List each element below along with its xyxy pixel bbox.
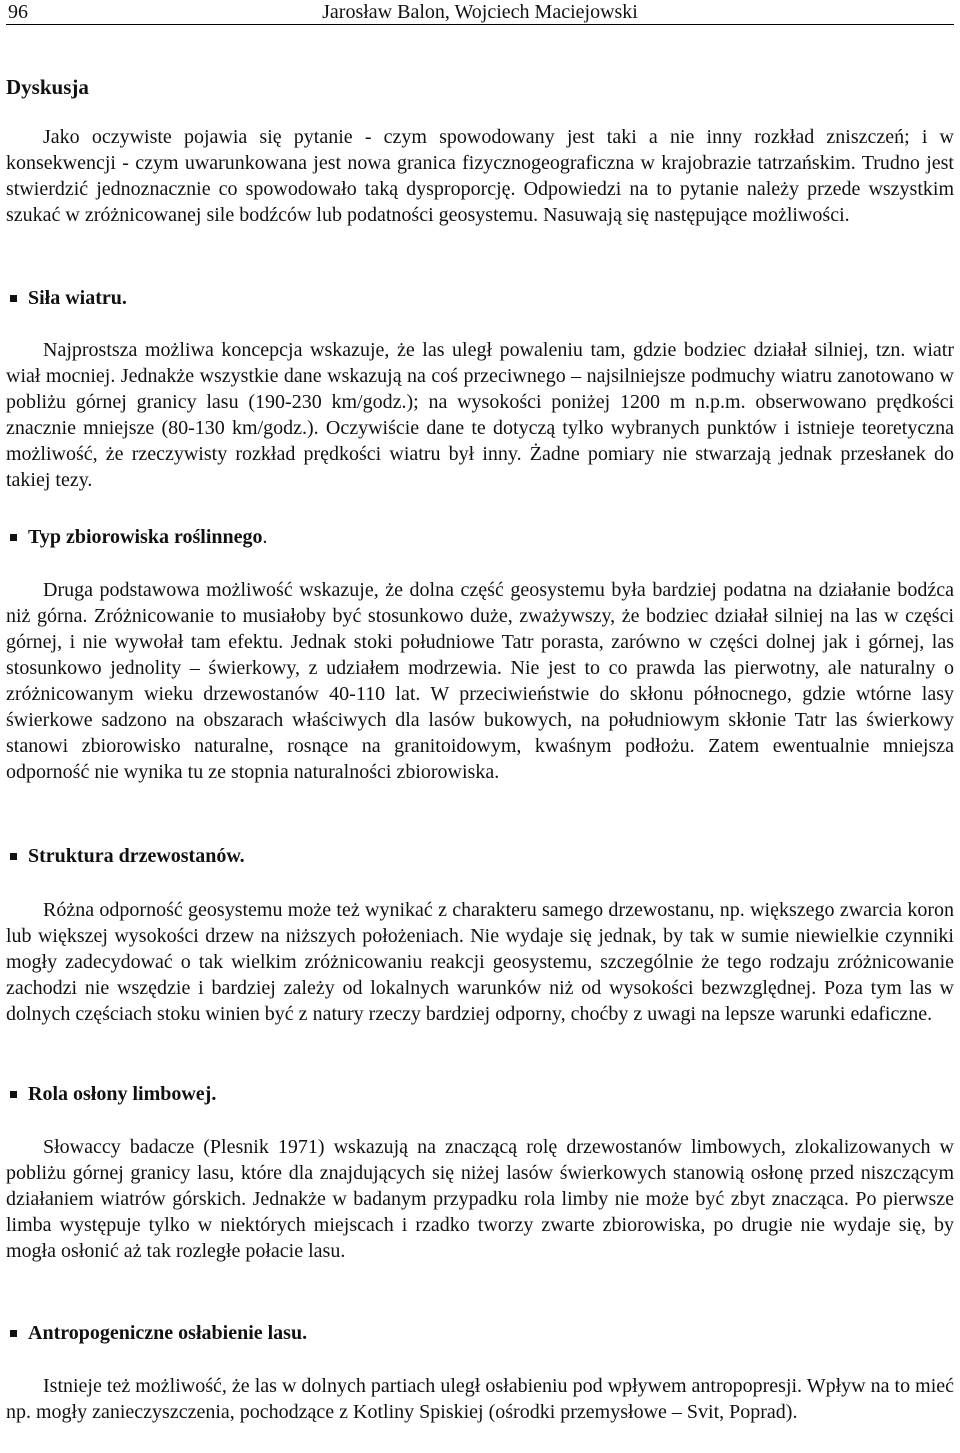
subsection-heading-stand-structure <box>10 843 245 869</box>
subsection-heading-text: Struktura drzewostanów. <box>28 845 245 867</box>
paragraph-pine-cover: Słowaccy badacze (Plesnik 1971) wskazują na znaczącą rolę drzewostanów limbowych, zlokalizowanych w pobliżu górnej granicy lasu, które dla znajdujących się niżej lasów świerkowych stanowią osłonę przed niszczącym działaniem wiatrów górskich. Jednakże w badanym przypadku rola limby nie może być zbyt znacząca. Po pierwsze limba występuje tylko w niektórych miejscach i rzadko tworzy zwarte zbiorowiska, po drugie nie wydaje się, by mogła osłonić aż tak rozległe połacie lasu. <box>6 1136 954 1262</box>
square-bullet-icon <box>10 295 17 302</box>
intro-paragraph: Jako oczywiste pojawia się pytanie - czym spowodowany jest taki a nie inny rozkład zniszczeń; i w konsekwencji - czym uwarunkowana jest nowa granica fizycznogeograficzna w krajobrazie tatrzańskim. Trudno jest stwierdzić jednoznacznie co spowodowało taką dysproporcję. Odpowiedzi na to pytanie należy przede wszystkim szukać w zróżnicowanej sile bodźców lub podatności geosystemu. Nasuwają się następujące możliwości. <box>6 126 954 226</box>
paragraph-anthropogenic: Istnieje też możliwość, że las w dolnych partiach uległ osłabieniu pod wpływem antropopresji. Wpływ na to mieć np. mogły zanieczyszczenia, pochodzące z Kotliny Spiskiej (ośrodki przemysłowe – Svit, Poprad). <box>6 1375 954 1423</box>
square-bullet-icon <box>10 1091 17 1098</box>
subsection-heading-text: Rola osłony limbowej. <box>28 1083 217 1105</box>
subsection-heading-anthropogenic <box>10 1320 307 1346</box>
subsection-heading-text: Siła wiatru. <box>28 287 127 309</box>
subsection-heading-vegetation <box>10 524 268 550</box>
subsection-heading-pine-cover <box>10 1081 216 1107</box>
running-head: Jarosław Balon, Wojciech Maciejowski <box>322 1 638 23</box>
page-number: 96 <box>8 1 28 23</box>
section-title: Dyskusja <box>6 75 89 99</box>
paragraph-vegetation: Druga podstawowa możliwość wskazuje, że dolna część geosystemu była bardziej podatna na działanie bodźca niż górna. Zróżnicowanie to musiałoby być stosunkowo duże, zważywszy, że bodziec działał silniej na las w części górnej, i nie wywołał tam efektu. Jednak stoki południowe Tatr porasta, zarówno w części dolnej jak i górnej, las stosunkowo jednolity – świerkowy, z udziałem modrzewia. Nie jest to co prawda las pierwotny, ale naturalny o zróżnicowanym wieku drzewostanów 40-110 lat. W przeciwieństwie do skłonu północnego, gdzie wtórne lasy świerkowe sadzono na obszarach właściwych dla lasów bukowych, na południowym skłonie Tatr las świerkowy stanowi zbiorowisko naturalne, rosnące na granitoidowym, kwaśnym podłożu. Zatem ewentualnie mniejsza odporność nie wynika tu ze stopnia naturalności zbiorowiska. <box>6 579 954 783</box>
subsection-heading-text: Antropogeniczne osłabienie lasu. <box>28 1322 308 1344</box>
square-bullet-icon <box>10 1330 17 1337</box>
subsection-heading-wind <box>10 285 127 311</box>
square-bullet-icon <box>10 534 17 541</box>
paragraph-stand-structure: Różna odporność geosystemu może też wynikać z charakteru samego drzewostanu, np. większego zwarcia koron lub większej wysokości drzew na niższych położeniach. Nie wydaje się jednak, by tak w sumie niewielkie czynniki mogły zadecydować o tak wielkim zróżnicowaniu reakcji geosystemu, szczególnie że tego rodzaju zróżnicowanie zachodzi nie wszędzie i bardziej zależy od lokalnych warunków niż od wysokości bezwzględnej. Poza tym las w dolnych częściach stoku winien być z natury rzeczy bardziej odporny, choćby z uwagi na lepsze warunki edaficzne. <box>6 899 954 1025</box>
subsection-heading-suffix: . <box>262 526 268 548</box>
subsection-heading-text: Typ zbiorowiska roślinnego <box>28 526 263 548</box>
page-header <box>6 0 954 25</box>
paragraph-wind: Najprostsza możliwa koncepcja wskazuje, że las uległ powaleniu tam, gdzie bodziec działał silniej, tzn. wiatr wiał mocniej. Jednakże wszystkie dane wskazują na coś przeciwnego – najsilniejsze podmuchy wiatru zanotowano w pobliżu górnej granicy lasu (190-230 km/godz.); na wysokości poniżej 1200 m n.p.m. obserwowano prędkości znacznie mniejsze (80-130 km/godz.). Oczywiście dane te dotyczą tylko wybranych punktów i istnieje teoretyczna możliwość, że rzeczywisty rozkład prędkości wiatru był inny. Żadne pomiary nie stwarzają jednak przesłanek do takiej tezy. <box>6 339 954 491</box>
square-bullet-icon <box>10 853 17 860</box>
